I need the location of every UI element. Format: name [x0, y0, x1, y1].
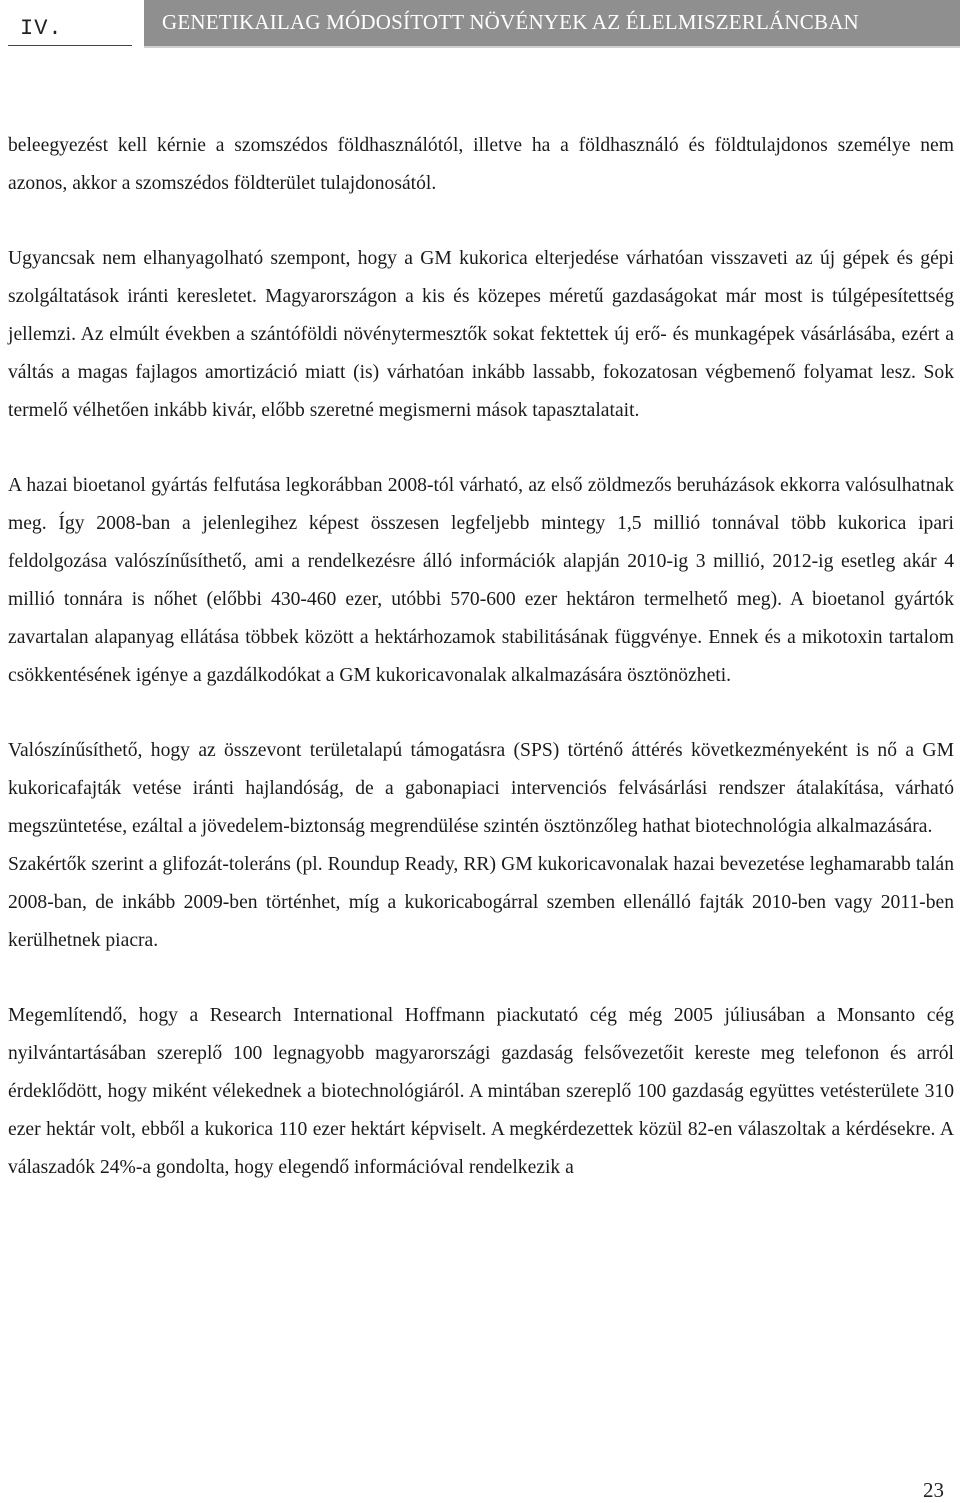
paragraph: beleegyezést kell kérnie a szomszédos földhasználótól, illetve ha a földhasználó és földtulajdonos személye nem azonos, akkor a szomszédos földterület tulajdonosától. [8, 135, 954, 194]
paragraph: Megemlítendő, hogy a Research International Hoffmann piackutató cég még 2005 júliusában a Monsanto cég nyilvántartásában szereplő 100 legnagyobb magyarországi gazdaság felsővezetőit kereste meg telefonon és arról érdeklődött, hogy miként vélekednek a biotechnológiáról. A mintában szereplő 100 gazdaság együttes vetésterülete 310 ezer hektár volt, ebből a kukorica 110 ezer hektárt képviselt. A megkérdezettek közül 82-en válaszoltak a kérdésekre. A válaszadók 24%-a gondolta, hogy elegendő információval rendelkezik a [8, 1005, 954, 1178]
paragraph: Ugyancsak nem elhanyagolható szempont, hogy a GM kukorica elterjedése várhatóan visszaveti az új gépek és gépi szolgáltatások iránti keresletet. Magyarországon a kis és közepes méretű gazdaságokat már most is túlgépesítettség jellemzi. Az elmúlt években a szántóföldi növénytermesztők sokat fektettek új erő- és munkagépek vásárlásába, ezért a váltás a magas fajlagos amortizáció miatt (is) várhatóan inkább lassabb, fokozatosan végbemenő folyamat lesz. Sok termelő vélhetően inkább kivár, előbb szeretné megismerni mások tapasztalatait. [8, 248, 954, 421]
body-text [8, 127, 954, 1187]
page-number: 23 [923, 1478, 944, 1502]
page-header [0, 0, 960, 60]
chapter-title: GENETIKAILAG MÓDOSÍTOTT NÖVÉNYEK AZ ÉLELMISZERLÁNCBAN [162, 10, 859, 34]
paragraph: Szakértők szerint a glifozát-toleráns (pl. Roundup Ready, RR) GM kukoricavonalak hazai bevezetése leghamarabb talán 2008-ban, de inkább 2009-ben történhet, míg a kukoricabogárral szemben ellenálló fajták 2010-ben vagy 2011-ben kerülhetnek piacra. [8, 854, 954, 951]
chapter-title-band [144, 0, 960, 48]
chapter-number: IV. [20, 16, 63, 41]
paragraph: A hazai bioetanol gyártás felfutása legkorábban 2008-tól várható, az első zöldmezős beruházások ekkorra valósulhatnak meg. Így 2008-ban a jelenlegihez képest összesen legfeljebb mintegy 1,5 millió tonnával több kukorica ipari feldolgozása valószínűsíthető, ami a rendelkezésre álló információk alapján 2010-ig 3 millió, 2012-ig esetleg akár 4 millió tonnára is nőhet (előbbi 430-460 ezer, utóbbi 570-600 ezer hektáron termelhető meg). A bioetanol gyártók zavartalan alapanyag ellátása többek között a hektárhozamok stabilitásának függvénye. Ennek és a mikotoxin tartalom csökkentésének igénye a gazdálkodókat a GM kukoricavonalak alkalmazására ösztönözheti. [8, 475, 954, 686]
paragraph: Valószínűsíthető, hogy az összevont területalapú támogatásra (SPS) történő áttérés következményeként is nő a GM kukoricafajták vetése iránti hajlandóság, de a gabonapiaci intervenciós felvásárlási rendszer átalakítása, várható megszüntetése, ezáltal a jövedelem-biztonság megrendülése szintén ösztönzőleg hathat biotechnológia alkalmazására. [8, 740, 954, 837]
chapter-underline [8, 45, 132, 46]
